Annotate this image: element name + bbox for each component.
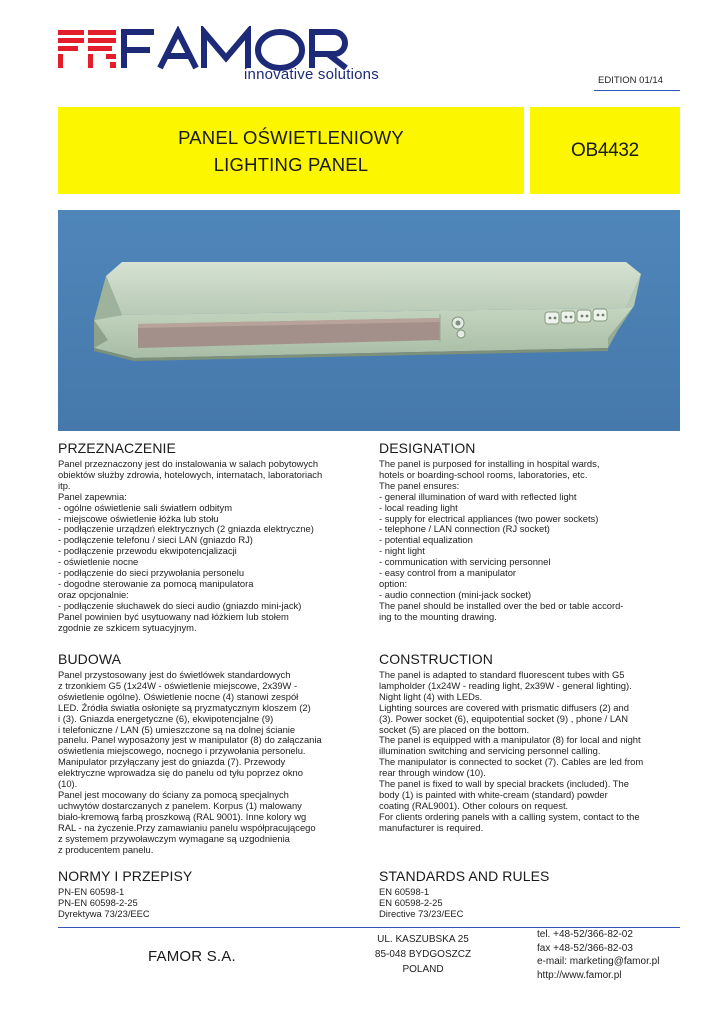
text-line: body (1) is painted with white-cream (standard) powder (379, 788, 608, 800)
section-standards (379, 868, 679, 920)
lighting-panel-illustration (58, 210, 680, 431)
text-line: oraz opcjonalnie: (58, 588, 129, 600)
text-line: - podłączenie słuchawek do sieci audio (gniazdo mini-jack) (58, 599, 302, 611)
heading-przeznaczenie: PRZEZNACZENIE (58, 440, 176, 456)
text-line: Dyrektywa 73/23/EEC (58, 907, 150, 919)
text-line: z systemem przywoławczym wymagane są uzgodnienia (58, 832, 290, 844)
contact-line: http://www.famor.pl (537, 969, 622, 981)
text-line: lampholder (1x24W - reading light, 2x39W - general lighting). (379, 679, 632, 691)
famor-logo (58, 26, 388, 86)
text-line: Panel powinien być usytuowany nad łóżkiem lub stołem (58, 610, 289, 622)
text-line: oświetlenia miejscowego, nocnego i przywołania personelu. (58, 745, 306, 757)
product-code: OB4432 (571, 139, 639, 161)
text-line: The panel should be installed over the bed or table accord- (379, 599, 624, 611)
text-line: i telefoniczne / LAN (5) umieszczone są na dolnej ścianie (58, 723, 296, 735)
edition-label: EDITION 01/14 (598, 75, 663, 86)
address-line: POLAND (402, 964, 444, 975)
text-line: PN-EN 60598-1 (58, 886, 125, 897)
text-line: Panel zapewnia: (58, 490, 127, 502)
section-przeznaczenie (58, 440, 360, 634)
text-line: - night light (379, 545, 425, 557)
text-line: For clients ordering panels with a calling system, contact to the (379, 810, 640, 822)
text-line: EN 60598-1 (379, 886, 430, 897)
footer-address (349, 932, 497, 977)
text-line: - audio connection (mini-jack socket) (379, 588, 532, 600)
text-line: - telephone / LAN connection (RJ socket) (379, 523, 550, 535)
heading-designation: DESIGNATION (379, 440, 476, 456)
text-line: i (3). Gniazda energetyczne (6), ekwipotencjalne (9) (58, 712, 274, 724)
text-line: - miejscowe oświetlenie łóżka lub stołu (58, 512, 219, 524)
text-line: hotels or boarding-school rooms, laboratories, etc. (379, 468, 588, 480)
text-line: The panel is fixed to wall by special brackets (included). The (379, 778, 629, 790)
text-line: option: (379, 577, 408, 589)
body-construction (379, 670, 679, 834)
text-line: (10). (58, 778, 78, 790)
text-line: - dogodne sterowanie za pomocą manipulatora (58, 577, 254, 589)
text-line: Panel przystosowany jest do świetlówek standardowych (58, 669, 291, 680)
logo-tagline: innovative solutions (244, 66, 379, 83)
text-line: z trzonkiem G5 (1x24W - oświetlenie miejscowe, 2x39W - (58, 679, 298, 691)
text-line: zgodnie ze szkicem sytuacyjnym. (58, 621, 197, 633)
text-line: oświetlenie ogólne). Oświetlenie nocne (4) stanowi zespół (58, 690, 299, 702)
header-rule (594, 90, 680, 91)
section-designation (379, 440, 679, 623)
text-line: LED. Źródła światła osłonięte są pryzmatycznym kloszem (2) (58, 701, 311, 713)
text-line: EN 60598-2-25 (379, 896, 443, 908)
contact-line: fax +48-52/366-82-03 (537, 942, 633, 954)
text-line: manufacturer is required. (379, 821, 484, 833)
contact-line: tel. +48-52/366-82-02 (537, 929, 633, 940)
text-line: Panel przeznaczony jest do instalowania w salach pobytowych (58, 458, 319, 469)
text-line: ing to the mounting drawing. (379, 610, 497, 622)
title-polish: PANEL OŚWIETLENIOWY (178, 126, 404, 148)
section-normy (58, 868, 360, 920)
text-line: The panel is adapted to standard fluorescent tubes with G5 (379, 669, 625, 680)
text-line: z producentem panelu. (58, 843, 154, 855)
text-line: - podłączenie przewodu ekwipotencjalizacji (58, 545, 237, 557)
text-line: - ogólne oświetlenie sali światłem odbitym (58, 501, 233, 513)
text-line: Panel jest mocowany do ściany za pomocą specjalnych (58, 788, 289, 800)
title-english: LIGHTING PANEL (213, 153, 369, 175)
address-line: 85-048 BYDGOSZCZ (374, 949, 472, 960)
text-line: uchwytów dostarczanych z panelem. Korpus (1) malowany (58, 799, 302, 811)
heading-budowa: BUDOWA (58, 651, 122, 667)
text-line: illumination switching and servicing personnel calling. (379, 745, 601, 757)
heading-construction: CONSTRUCTION (379, 651, 493, 667)
text-line: - local reading light (379, 501, 458, 513)
text-line: rear through window (10). (379, 767, 486, 779)
text-line: - podłączenie urządzeń elektrycznych (2 gniazda elektryczne) (58, 523, 314, 535)
body-normy (58, 887, 360, 920)
heading-standards: STANDARDS AND RULES (379, 868, 550, 884)
contact-line: e-mail: marketing@famor.pl (537, 956, 660, 967)
text-line: The manipulator is connected to socket (7). Cables are led from (379, 756, 644, 768)
text-line: - general illumination of ward with reflected light (379, 490, 577, 502)
footer-company-name: FAMOR S.A. (148, 948, 236, 965)
text-line: PN-EN 60598-2-25 (58, 896, 138, 908)
section-budowa (58, 651, 360, 855)
section-construction (379, 651, 679, 834)
text-line: Directive 73/23/EEC (379, 907, 464, 919)
text-line: socket (5) are placed on the bottom. (379, 723, 530, 735)
text-line: Lighting sources are covered with prismatic diffusers (2) and (379, 701, 629, 713)
body-przeznaczenie (58, 459, 360, 634)
text-line: - potential equalization (379, 534, 473, 546)
footer-contact (537, 928, 659, 982)
text-line: - podłączenie telefonu / sieci LAN (gniazdo RJ) (58, 534, 253, 546)
text-line: - oświetlenie nocne (58, 556, 139, 568)
text-line: biało-kremową farbą proszkową (RAL 9001). Inne kolory wg (58, 810, 307, 822)
text-line: - supply for electrical appliances (two power sockets) (379, 512, 599, 524)
text-line: The panel ensures: (379, 479, 460, 491)
text-line: itp. (58, 479, 71, 491)
text-line: Night light (4) with LEDs. (379, 690, 483, 702)
body-designation (379, 459, 679, 623)
heading-normy: NORMY I PRZEPISY (58, 868, 193, 884)
text-line: (3). Power socket (6), equipotential socket (9) , phone / LAN (379, 712, 629, 724)
product-photo (58, 210, 680, 431)
text-line: - podłączenie do sieci przywołania personelu (58, 567, 245, 579)
text-line: Manipulator przyłączany jest do gniazda (7). Przewody (58, 756, 286, 768)
text-line: elektryczne wprowadza się do panelu od tyłu poprzez okno (58, 767, 303, 779)
text-line: The panel is purposed for installing in hospital wards, (379, 458, 600, 469)
text-line: - communication with servicing personnel (379, 556, 551, 568)
body-budowa (58, 670, 360, 855)
text-line: coating (RAL9001). Other colours on request. (379, 799, 569, 811)
text-line: The panel is equipped with a manipulator (8) for local and night (379, 734, 641, 746)
title-box (58, 107, 524, 194)
text-line: RAL - na życzenie.Przy zamawianiu panelu współpracującego (58, 821, 316, 833)
text-line: panelu. Panel wyposażony jest w manipulator (8) do załączania (58, 734, 322, 746)
body-standards (379, 887, 679, 920)
text-line: - easy control from a manipulator (379, 567, 517, 579)
address-line: UL. KASZUBSKA 25 (377, 934, 469, 945)
text-line: obiektów służby zdrowia, hotelowych, internatach, laboratoriach (58, 468, 323, 480)
product-code-box (530, 107, 680, 194)
